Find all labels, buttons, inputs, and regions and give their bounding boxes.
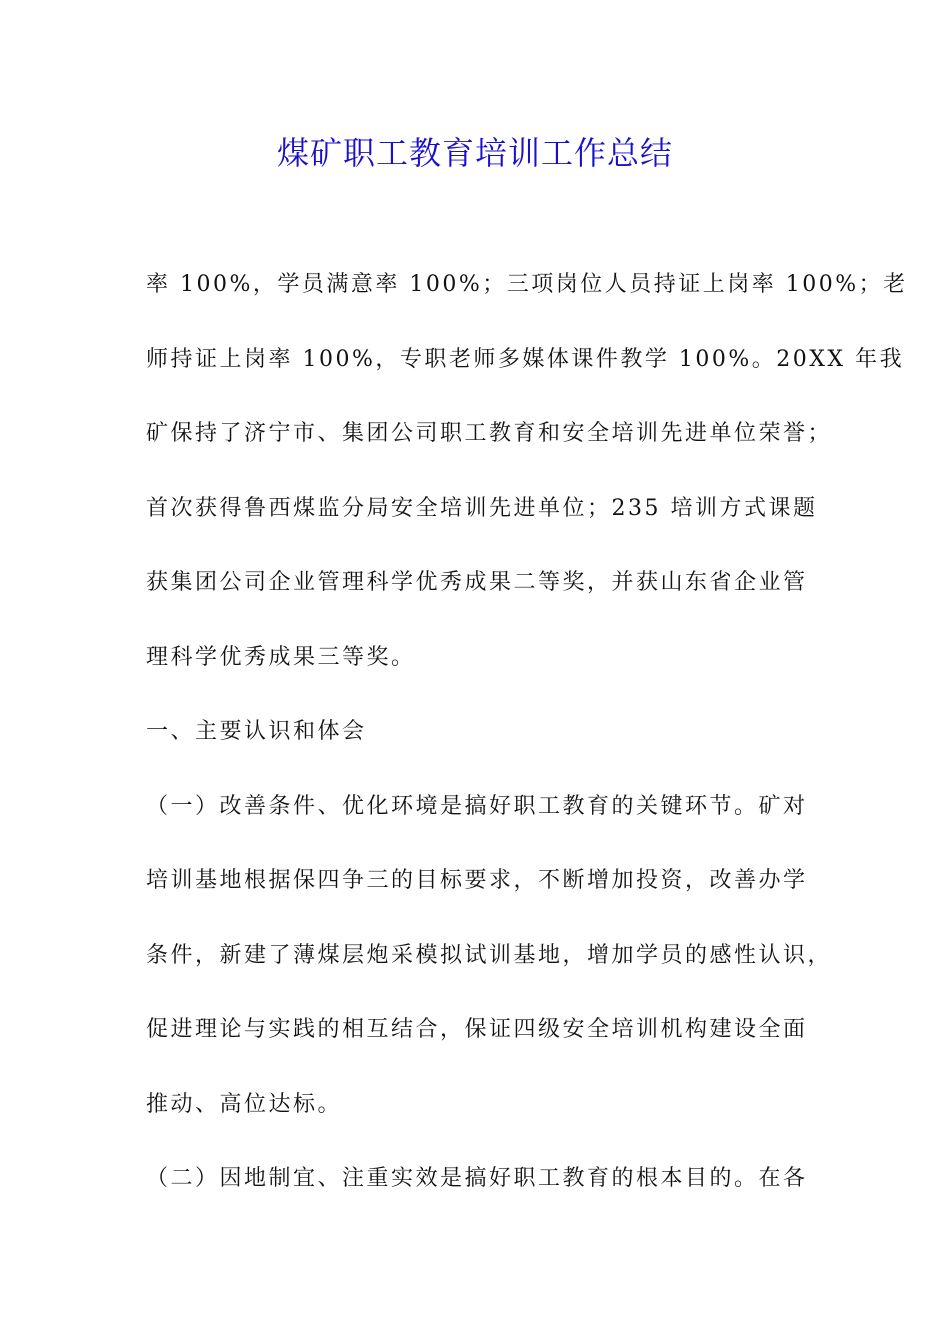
text-line: 首次获得鲁西煤监分局安全培训先进单位；235 培训方式课题 <box>146 495 818 521</box>
text-line: 条件，新建了薄煤层炮采模拟试训基地，增加学员的感性认识， <box>146 942 833 968</box>
text-line: 推动、高位达标。 <box>146 1091 343 1117</box>
text-line: （二）因地制宜、注重实效是搞好职工教育的根本目的。在各 <box>146 1166 808 1191</box>
text-line: 矿保持了济宁市、集团公司职工教育和安全培训先进单位荣誉； <box>146 421 833 446</box>
document-body <box>146 262 908 1231</box>
text-line: 师持证上岗率 100%，专职老师多媒体课件教学 100%。20XX 年我 <box>146 346 905 372</box>
text-line: 率 100%，学员满意率 100%；三项岗位人员持证上岗率 100%；老 <box>146 272 908 297</box>
text-line: 培训基地根据保四争三的目标要求，不断增加投资，改善办学 <box>146 868 808 893</box>
document-title: 煤矿职工教育培训工作总结 <box>276 134 673 172</box>
section-heading: 一、主要认识和体会 <box>146 719 367 744</box>
text-line: （一）改善条件、优化环境是搞好职工教育的关键环节。矿对 <box>146 793 808 819</box>
text-line: 获集团公司企业管理科学优秀成果二等奖，并获山东省企业管 <box>146 570 808 595</box>
text-line: 理科学优秀成果三等奖。 <box>146 644 416 670</box>
text-line: 促进理论与实践的相互结合，保证四级安全培训机构建设全面 <box>146 1017 808 1042</box>
